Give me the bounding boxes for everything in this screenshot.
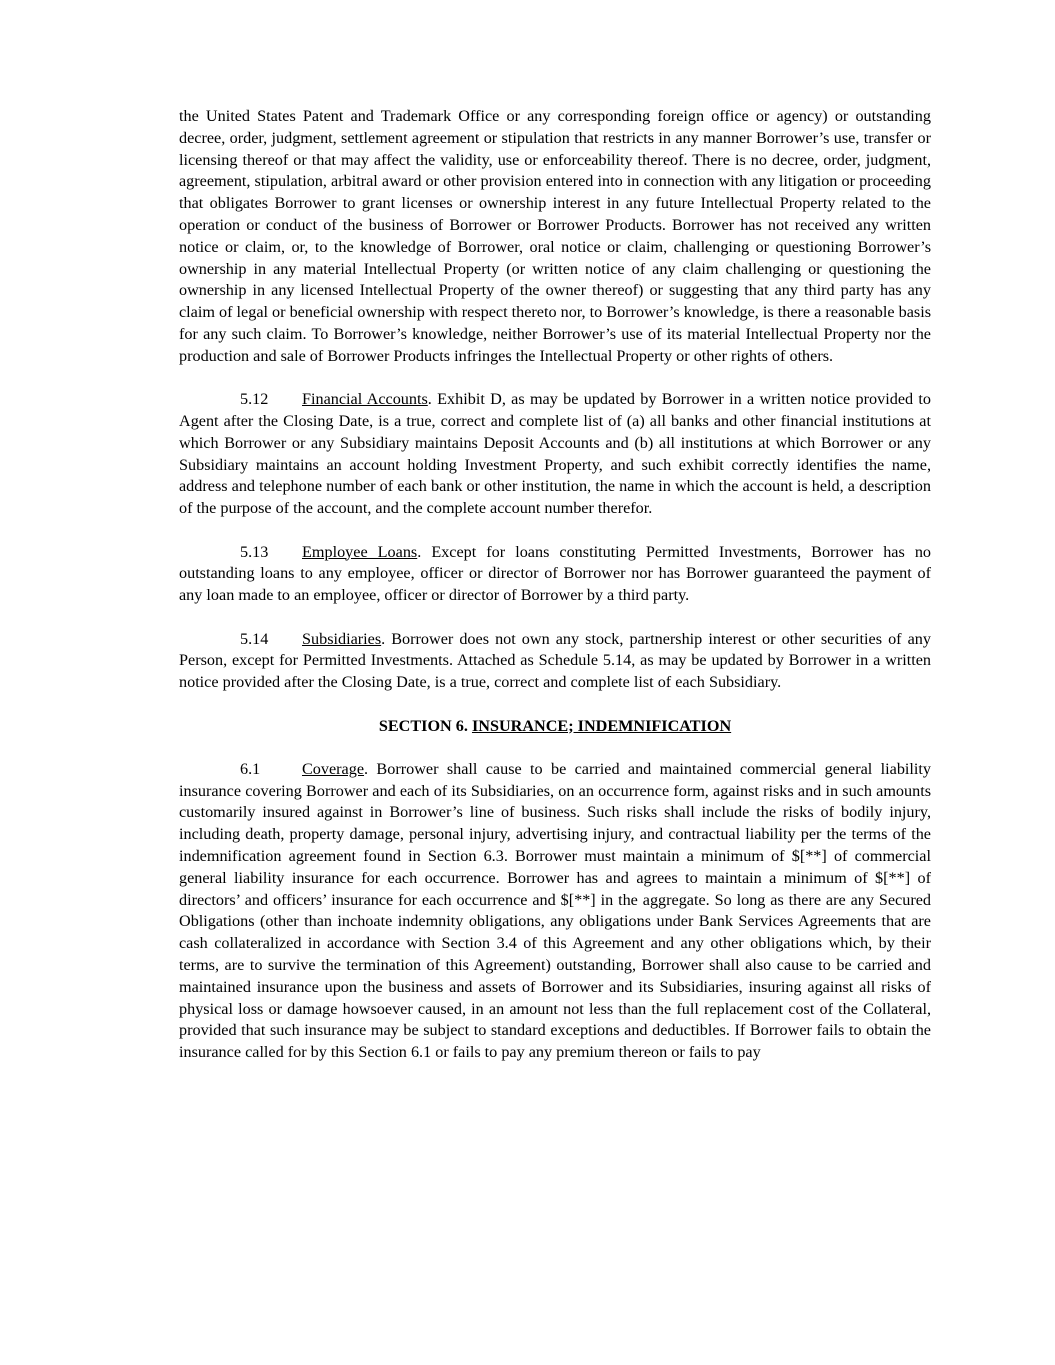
section-number: 5.14	[240, 629, 269, 648]
document-page	[179, 106, 931, 1086]
section-5-14	[179, 629, 931, 694]
section-caption: Employee Loans	[302, 542, 418, 561]
section-text: . Exhibit D, as may be updated by Borrower in a written notice provided to Agent after the Closing Date, is a true, correct and complete list of (a) all banks and other financial institutions at which Borrower or any Subsidiary maintains Deposit Accounts and (b) all institutions at which Borrower or any Subsidiary maintains an account holding Investment Property, and such exhibit correctly identifies the name, address and telephone number of each bank or other institution, the name in which the account is held, a description of the purpose of the account, and the complete account number therefor.	[179, 390, 931, 518]
section-6-1	[179, 759, 931, 1064]
section-5-12	[179, 389, 931, 520]
section-heading-title: INSURANCE; INDEMNIFICATION	[471, 716, 732, 735]
section-6-heading	[179, 716, 931, 738]
section-number: 5.13	[240, 542, 269, 561]
section-text: . Borrower shall cause to be carried and maintained commercial general liability insurance covering Borrower and each of its Subsidiaries, on an occurrence form, against risks and in such amounts customarily insured against in Borrower’s line of business. Such risks shall include the risks of bodily injury, including death, property damage, personal injury, advertising injury, and contractual liability per the terms of the indemnification agreement found in Section 6.3. Borrower must maintain a minimum of $[**] of commercial general liability insurance for each occurrence. Borrower has and agrees to maintain a minimum of $[**] of directors’ and officers’ insurance for each occurrence and $[**] in the aggregate. So long as there are any Secured Obligations (other than inchoate indemnity obligations, any obligations under Bank Services Agreements that are cash collateralized in accordance with Section 3.4 of this Agreement and any other obligations which, by their terms, are to survive the termination of this Agreement) outstanding, Borrower shall also cause to be carried and maintained insurance upon the business and assets of Borrower and its Subsidiaries, insuring against all risks of physical loss or damage howsoever caused, in an amount not less than the full replacement cost of the Collateral, provided that such insurance may be subject to standard exceptions and deductibles. If Borrower fails to obtain the insurance called for by this Section 6.1 or fails to pay any premium thereon or fails to pay	[179, 759, 931, 1062]
section-number: 6.1	[240, 759, 261, 778]
section-text: . Except for loans constituting Permitted Investments, Borrower has no outstanding loans to any employee, officer or director of Borrower nor has Borrower guaranteed the payment of any loan made to an employee, officer or director of Borrower by a third party.	[179, 542, 932, 605]
section-text: . Borrower does not own any stock, partnership interest or other securities of any Person, except for Permitted Investments. Attached as Schedule 5.14, as may be updated by Borrower in a written notice provided after the Closing Date, is a true, correct and complete list of each Subsidiary.	[179, 629, 931, 692]
section-caption: Subsidiaries	[302, 629, 382, 648]
continued-paragraph: the United States Patent and Trademark Office or any corresponding foreign office or agency) or outstanding decree, order, judgment, settlement agreement or stipulation that restricts in any manner Borrower’s use, transfer or licensing thereof or that may affect the validity, use or enforceability thereof. There is no decree, order, judgment, agreement, stipulation, arbitral award or other provision entered into in connection with any litigation or proceeding that obligates Borrower to grant licenses or ownership interest in any future Intellectual Property related to the operation or conduct of the business of Borrower or Borrower Products. Borrower has not received any written notice or claim, or, to the knowledge of Borrower, oral notice or claim, challenging or questioning Borrower’s ownership in any material Intellectual Property (or written notice of any claim challenging or questioning the ownership in any licensed Intellectual Property of the owner thereof) or suggesting that any third party has any claim of legal or beneficial ownership with respect thereto nor, to Borrower’s knowledge, is there a reasonable basis for any such claim. To Borrower’s knowledge, neither Borrower’s use of its material Intellectual Property nor the production and sale of Borrower Products infringes the Intellectual Property or other rights of others.	[179, 107, 931, 365]
section-5-13	[179, 542, 931, 607]
section-heading-label: SECTION 6.	[378, 716, 472, 735]
section-caption: Financial Accounts	[302, 390, 428, 409]
section-caption: Coverage	[302, 759, 365, 778]
section-number: 5.12	[240, 390, 269, 409]
